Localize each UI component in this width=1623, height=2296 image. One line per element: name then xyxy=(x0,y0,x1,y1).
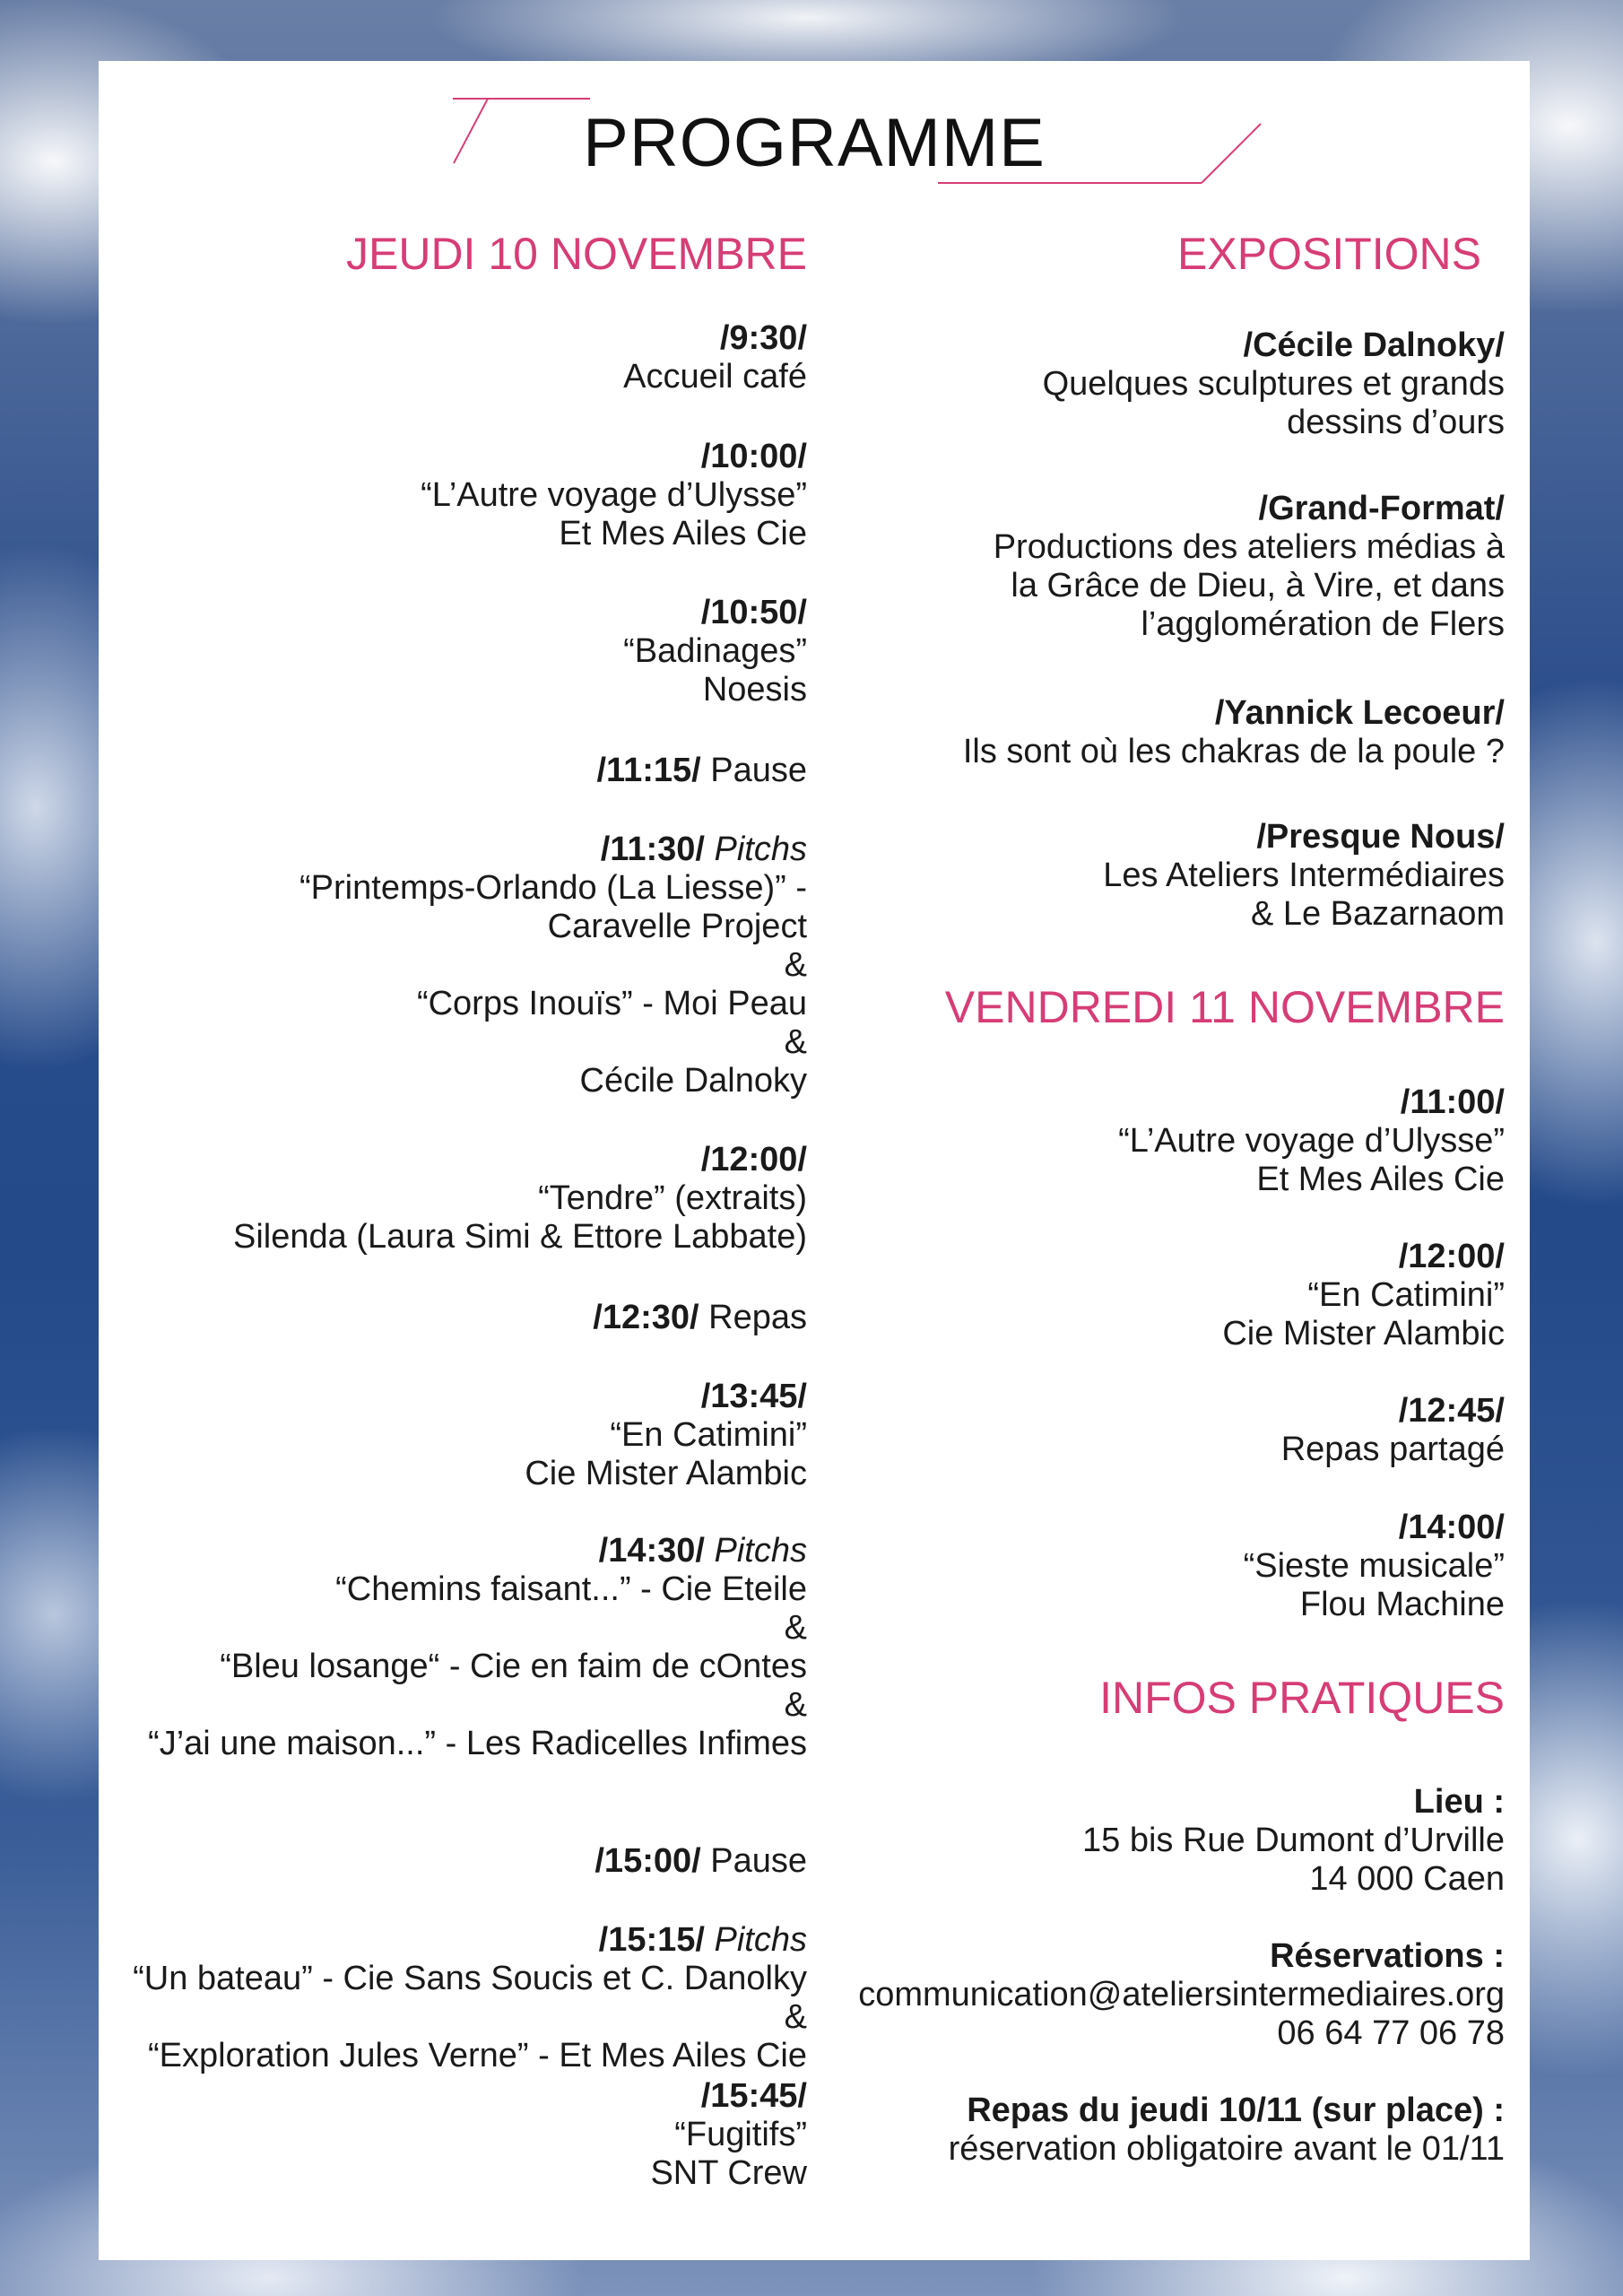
entry-time: /11:30/ xyxy=(600,831,705,868)
entry-text: “Corps Inouïs” - Moi Peau xyxy=(416,985,807,1022)
exhibition-entry xyxy=(963,694,1505,771)
entry-time: /10:00/ xyxy=(700,438,807,475)
schedule-entry xyxy=(596,752,807,790)
entry-label: Pitchs xyxy=(714,1532,807,1570)
entry-text: “Tendre” (extraits) xyxy=(538,1179,807,1217)
entry-text: “J’ai une maison...” - Les Radicelles Infimes xyxy=(148,1725,807,1762)
entry-time: /12:00/ xyxy=(700,1141,807,1178)
schedule-entry xyxy=(133,1921,807,2075)
programme-panel xyxy=(99,61,1530,2260)
entry-time: /11:15/ xyxy=(596,752,701,789)
schedule-entry xyxy=(299,831,807,1100)
exhibition-name: /Grand-Format/ xyxy=(1258,490,1505,527)
info-text: 14 000 Caen xyxy=(1309,1860,1505,1898)
schedule-entry xyxy=(1118,1083,1505,1199)
info-entry xyxy=(1082,1783,1505,1899)
exhibition-name: /Yannick Lecoeur/ xyxy=(1214,694,1505,732)
exhibition-entry xyxy=(1043,326,1505,442)
schedule-entry xyxy=(623,594,807,709)
entry-text: “Fugitifs” xyxy=(674,2116,807,2153)
entry-text: & xyxy=(784,946,807,984)
info-text: réservation obligatoire avant le 01/11 xyxy=(948,2130,1505,2168)
entry-text: & xyxy=(784,1023,807,1061)
entry-text: Et Mes Ailes Cie xyxy=(1256,1161,1505,1198)
info-label: Lieu : xyxy=(1413,1783,1505,1821)
entry-time: /15:45/ xyxy=(700,2077,807,2115)
entry-label: Pause xyxy=(710,1842,807,1880)
entry-label: Pitchs xyxy=(714,1921,807,1959)
exhibition-name: /Cécile Dalnoky/ xyxy=(1243,326,1505,364)
friday-heading: VENDREDI 11 NOVEMBRE xyxy=(944,982,1505,1032)
entry-text: “L’Autre voyage d’Ulysse” xyxy=(1118,1122,1505,1160)
entry-text: “L’Autre voyage d’Ulysse” xyxy=(421,476,807,514)
page-title: PROGRAMME xyxy=(583,105,1046,181)
entry-text: Noesis xyxy=(702,671,807,709)
entry-time: /12:45/ xyxy=(1398,1392,1505,1430)
entry-text: “Chemins faisant...” - Cie Eteile xyxy=(335,1570,807,1608)
entry-text: “Sieste musicale” xyxy=(1243,1547,1505,1585)
entry-text: & xyxy=(784,1686,807,1724)
phone-number: 06 64 77 06 78 xyxy=(1277,2014,1505,2052)
entry-time: /10:50/ xyxy=(700,594,807,631)
entry-text: Cie Mister Alambic xyxy=(525,1455,807,1492)
entry-text: “Exploration Jules Verne” - Et Mes Ailes Cie xyxy=(148,2037,807,2074)
exhibition-text: Les Ateliers Intermédiaires xyxy=(1103,857,1505,894)
entry-time: /12:00/ xyxy=(1398,1238,1505,1275)
entry-time: /15:00/ xyxy=(595,1842,701,1880)
schedule-entry xyxy=(421,438,807,553)
entry-time: /12:30/ xyxy=(593,1299,699,1336)
schedule-entry xyxy=(593,1299,807,1337)
entry-text: “Un bateau” - Cie Sans Soucis et C. Danolky xyxy=(133,1960,807,1997)
entry-text: SNT Crew xyxy=(650,2154,807,2192)
schedule-entry xyxy=(650,2077,807,2193)
info-entry xyxy=(949,2092,1505,2169)
entry-text: “Badinages” xyxy=(623,632,807,670)
entry-text: Et Mes Ailes Cie xyxy=(559,515,807,552)
entry-time: /14:30/ xyxy=(598,1532,705,1570)
thursday-heading: JEUDI 10 NOVEMBRE xyxy=(345,229,807,279)
schedule-entry xyxy=(595,1842,807,1881)
info-label: Repas du jeudi 10/11 (sur place) : xyxy=(967,2092,1505,2129)
entry-text: Repas partagé xyxy=(1280,1431,1505,1468)
exhibition-text: Productions des ateliers médias à xyxy=(993,528,1505,566)
exhibition-text: Quelques sculptures et grands xyxy=(1042,365,1505,403)
entry-text: “Bleu losange“ - Cie en faim de cOntes xyxy=(220,1648,807,1685)
expositions-heading: EXPOSITIONS xyxy=(1177,229,1481,279)
exhibition-text: Ils sont où les chakras de la poule ? xyxy=(962,733,1505,770)
entry-text: Accueil café xyxy=(623,358,807,396)
exhibition-text: la Grâce de Dieu, à Vire, et dans xyxy=(1011,567,1505,604)
exhibition-text: dessins d’ours xyxy=(1287,404,1505,441)
entry-time: /13:45/ xyxy=(700,1378,807,1415)
entry-text: “En Catimini” xyxy=(610,1416,807,1454)
exhibition-entry xyxy=(994,490,1505,644)
entry-text: & xyxy=(784,1609,807,1647)
entry-text: Cie Mister Alambic xyxy=(1222,1315,1505,1352)
entry-time: /15:15/ xyxy=(598,1921,705,1959)
info-entry xyxy=(858,1937,1505,2053)
exhibition-text: l’agglomération de Flers xyxy=(1141,605,1505,643)
entry-time: /11:00/ xyxy=(1400,1083,1505,1121)
info-label: Réservations : xyxy=(1270,1937,1505,1975)
schedule-entry xyxy=(1281,1392,1505,1469)
email-link[interactable]: communication@ateliersintermediaires.org xyxy=(858,1976,1505,2013)
exhibition-entry xyxy=(1103,818,1505,934)
schedule-entry xyxy=(1222,1238,1505,1353)
entry-text: “En Catimini” xyxy=(1307,1276,1505,1314)
title-block xyxy=(99,61,1530,204)
entry-text: Flou Machine xyxy=(1299,1586,1505,1623)
entry-label: Pitchs xyxy=(714,831,807,868)
schedule-entry xyxy=(1244,1509,1505,1624)
schedule-entry xyxy=(148,1532,807,1763)
schedule-entry xyxy=(623,319,807,396)
entry-label: Pause xyxy=(710,752,807,789)
entry-text: & xyxy=(784,1998,807,2036)
entry-time: /9:30/ xyxy=(719,319,807,357)
exhibition-name: /Presque Nous/ xyxy=(1256,818,1505,856)
schedule-entry xyxy=(233,1141,807,1257)
entry-text: “Printemps-Orlando (La Liesse)” - xyxy=(299,869,807,907)
entry-text: Silenda (Laura Simi & Ettore Labbate) xyxy=(232,1218,807,1256)
entry-label: Repas xyxy=(708,1299,807,1336)
infos-heading: INFOS PRATIQUES xyxy=(1099,1673,1505,1723)
entry-text: Cécile Dalnoky xyxy=(579,1062,807,1100)
exhibition-text: & Le Bazarnaom xyxy=(1250,895,1505,933)
schedule-entry xyxy=(525,1378,807,1493)
info-text: 15 bis Rue Dumont d’Urville xyxy=(1082,1822,1505,1859)
entry-time: /14:00/ xyxy=(1398,1509,1505,1546)
entry-text: Caravelle Project xyxy=(547,908,807,945)
